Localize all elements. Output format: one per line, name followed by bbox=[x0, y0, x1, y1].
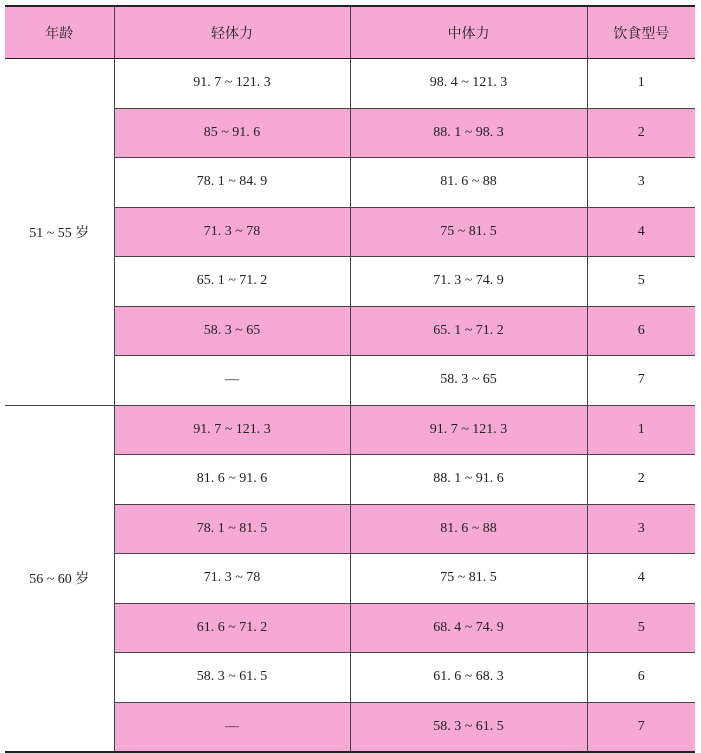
header-row bbox=[5, 6, 695, 59]
medium-range-cell: 81. 6 ~ 88 bbox=[350, 158, 587, 208]
diet-type-cell: 3 bbox=[587, 504, 695, 554]
medium-range-cell: 58. 3 ~ 65 bbox=[350, 356, 587, 406]
table-row bbox=[5, 59, 695, 109]
light-range-cell: 71. 3 ~ 78 bbox=[114, 554, 350, 604]
diet-type-table bbox=[5, 5, 695, 753]
light-range-cell: — bbox=[114, 356, 350, 406]
light-range-cell: 81. 6 ~ 91. 6 bbox=[114, 455, 350, 505]
medium-range-cell: 68. 4 ~ 74. 9 bbox=[350, 603, 587, 653]
diet-type-cell: 7 bbox=[587, 356, 695, 406]
light-range-cell: 78. 1 ~ 81. 5 bbox=[114, 504, 350, 554]
diet-type-cell: 2 bbox=[587, 108, 695, 158]
diet-type-cell: 5 bbox=[587, 603, 695, 653]
medium-range-cell: 98. 4 ~ 121. 3 bbox=[350, 59, 587, 109]
header-light-activity: 轻体力 bbox=[114, 6, 350, 59]
diet-type-cell: 2 bbox=[587, 455, 695, 505]
diet-type-cell: 4 bbox=[587, 207, 695, 257]
header-medium-activity: 中体力 bbox=[350, 6, 587, 59]
medium-range-cell: 75 ~ 81. 5 bbox=[350, 207, 587, 257]
table-row bbox=[5, 405, 695, 455]
light-range-cell: 58. 3 ~ 65 bbox=[114, 306, 350, 356]
medium-range-cell: 58. 3 ~ 61. 5 bbox=[350, 702, 587, 752]
diet-type-cell: 1 bbox=[587, 405, 695, 455]
light-range-cell: 71. 3 ~ 78 bbox=[114, 207, 350, 257]
light-range-cell: 91. 7 ~ 121. 3 bbox=[114, 405, 350, 455]
light-range-cell: 61. 6 ~ 71. 2 bbox=[114, 603, 350, 653]
light-range-cell: 78. 1 ~ 84. 9 bbox=[114, 158, 350, 208]
medium-range-cell: 81. 6 ~ 88 bbox=[350, 504, 587, 554]
header-age: 年龄 bbox=[5, 6, 114, 59]
medium-range-cell: 91. 7 ~ 121. 3 bbox=[350, 405, 587, 455]
medium-range-cell: 88. 1 ~ 98. 3 bbox=[350, 108, 587, 158]
age-group-cell: 56 ~ 60 岁 bbox=[5, 405, 114, 752]
light-range-cell: 58. 3 ~ 61. 5 bbox=[114, 653, 350, 703]
header-diet-type: 饮食型号 bbox=[587, 6, 695, 59]
diet-type-cell: 4 bbox=[587, 554, 695, 604]
diet-type-cell: 5 bbox=[587, 257, 695, 307]
light-range-cell: 85 ~ 91. 6 bbox=[114, 108, 350, 158]
medium-range-cell: 71. 3 ~ 74. 9 bbox=[350, 257, 587, 307]
age-group-cell: 51 ~ 55 岁 bbox=[5, 59, 114, 406]
medium-range-cell: 75 ~ 81. 5 bbox=[350, 554, 587, 604]
diet-type-cell: 6 bbox=[587, 653, 695, 703]
diet-type-cell: 6 bbox=[587, 306, 695, 356]
medium-range-cell: 61. 6 ~ 68. 3 bbox=[350, 653, 587, 703]
light-range-cell: 91. 7 ~ 121. 3 bbox=[114, 59, 350, 109]
light-range-cell: 65. 1 ~ 71. 2 bbox=[114, 257, 350, 307]
medium-range-cell: 65. 1 ~ 71. 2 bbox=[350, 306, 587, 356]
diet-type-cell: 3 bbox=[587, 158, 695, 208]
medium-range-cell: 88. 1 ~ 91. 6 bbox=[350, 455, 587, 505]
light-range-cell: — bbox=[114, 702, 350, 752]
diet-type-cell: 7 bbox=[587, 702, 695, 752]
diet-type-cell: 1 bbox=[587, 59, 695, 109]
